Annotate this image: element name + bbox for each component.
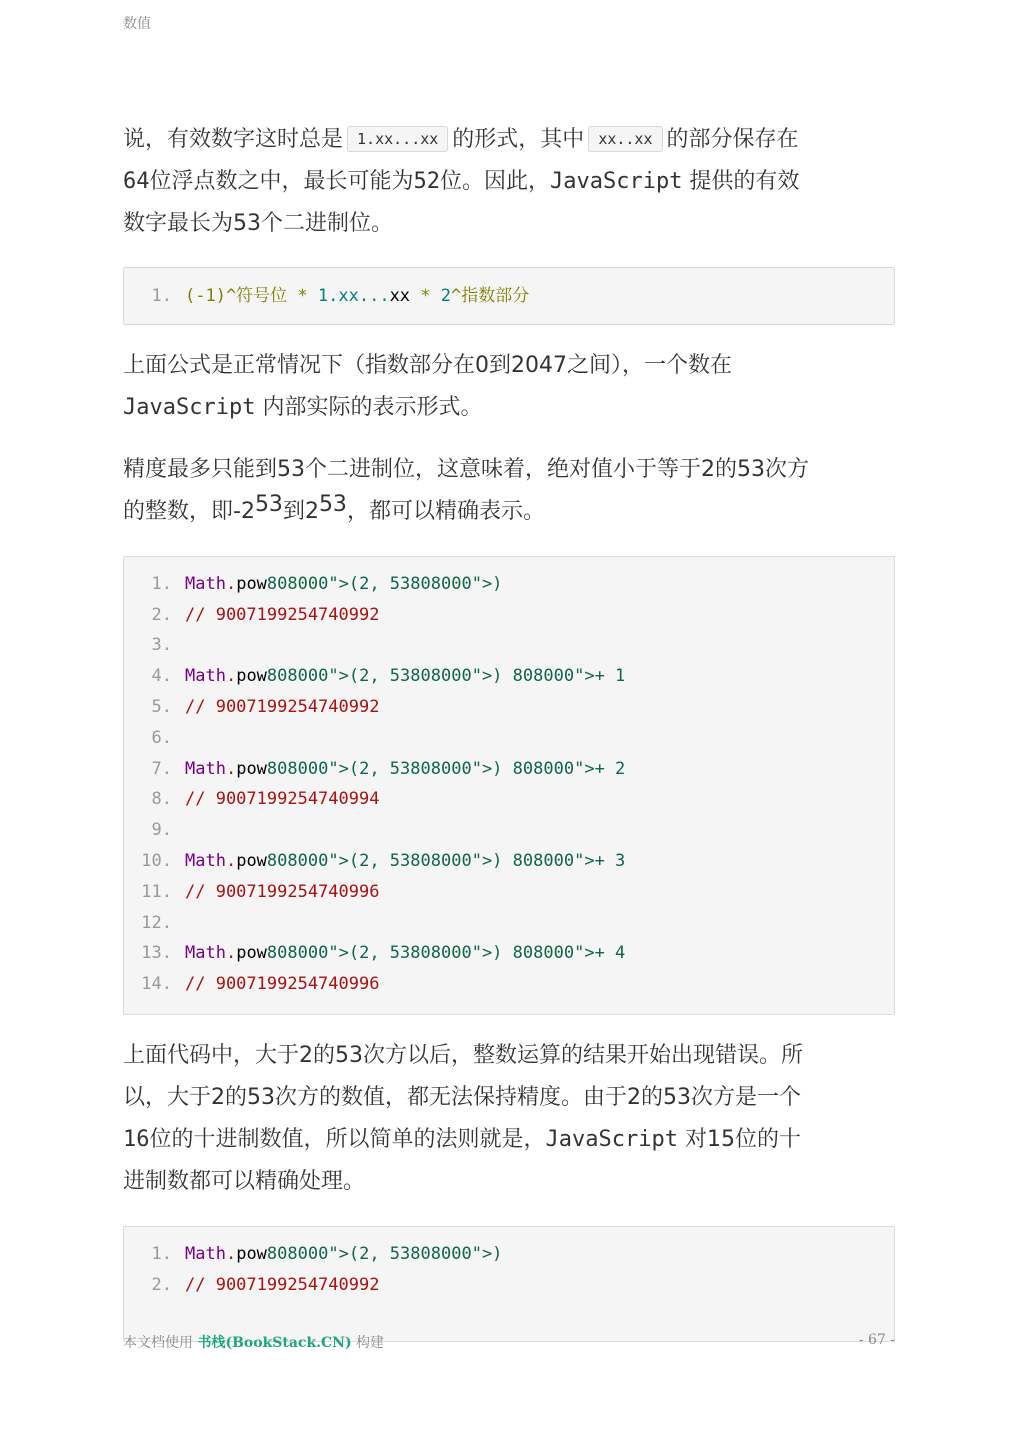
code-function: pow	[236, 1243, 267, 1264]
line-number: 10.	[141, 850, 172, 871]
line-number: 3.	[151, 635, 172, 656]
code-object: Math	[185, 666, 226, 687]
text: 提供的有效	[682, 169, 800, 194]
code-comment: // 9007199254740992	[185, 696, 380, 717]
footer-text: 构建	[351, 1335, 385, 1351]
code-comment: // 9007199254740992	[185, 604, 380, 625]
text: JavaScript	[123, 394, 256, 420]
code-operator: 808000">+ 3	[512, 850, 626, 871]
text: 说，有效数字这时总是	[123, 127, 344, 152]
text: 上面公式是正常情况下（指数部分在0到2047之间），一个数在	[123, 352, 732, 378]
code-operator: 808000">+ 1	[512, 666, 626, 687]
code-dot: .	[225, 1243, 237, 1264]
code-line	[124, 784, 894, 815]
line-number: 7.	[151, 758, 172, 779]
code-line	[124, 661, 894, 692]
footer-text: 本文档使用	[123, 1335, 198, 1351]
text: 数字最长为53个二进制位。	[123, 211, 393, 236]
text: 的部分保存在	[666, 127, 799, 152]
code-token: 2	[440, 286, 452, 306]
code-line	[124, 815, 894, 846]
code-line	[124, 630, 894, 661]
code-line	[124, 692, 894, 723]
code-dot: .	[225, 943, 237, 964]
footer-brand-link[interactable]: 书栈(BookStack.CN)	[197, 1335, 352, 1351]
code-line	[124, 877, 894, 908]
code-args: 808000">(2, 53808000">)	[266, 666, 503, 687]
code-function: pow	[236, 666, 267, 687]
code-dot: .	[225, 758, 237, 779]
text: 的形式，其中	[452, 127, 585, 152]
code-line	[124, 846, 894, 877]
line-number: 12.	[141, 912, 172, 933]
paragraph-precision	[123, 449, 895, 533]
text: 内部实际的表示形式。	[255, 394, 483, 420]
code-object: Math	[185, 943, 226, 964]
code-token: (-1)^符号位	[185, 286, 298, 306]
code-args: 808000">(2, 53808000">)	[266, 943, 503, 964]
code-dot: .	[225, 573, 237, 594]
code-args: 808000">(2, 53808000">)	[266, 1243, 503, 1264]
code-comment: // 9007199254740992	[185, 1274, 380, 1295]
inline-code: xx..xx	[588, 126, 662, 152]
text: JavaScript	[549, 169, 683, 194]
text: 精度最多只能到53个二进制位，这意味着，绝对值小于等于2的53次方	[123, 456, 809, 482]
inline-code: 1.xx...xx	[347, 126, 448, 152]
code-function: pow	[236, 943, 267, 964]
code-line	[124, 723, 894, 754]
page-number: - 67 -	[858, 1332, 895, 1348]
line-number: 2.	[151, 1274, 172, 1295]
line-number: 1.	[151, 1243, 172, 1264]
code-line	[124, 938, 894, 969]
code-block-pow-examples	[123, 556, 895, 1015]
line-number: 14.	[141, 974, 172, 995]
text: 16位的十进制数值，所以简单的法则就是，	[123, 1126, 546, 1152]
code-line	[124, 600, 894, 631]
code-args: 808000">(2, 53808000">)	[266, 758, 503, 779]
code-block-formula	[123, 267, 895, 325]
code-object: Math	[185, 573, 226, 594]
code-block-pow-short	[123, 1226, 895, 1342]
line-number: 11.	[141, 881, 172, 902]
code-operator: 808000">+ 2	[512, 758, 626, 779]
line-number: 1.	[151, 573, 172, 594]
superscript: 53	[318, 491, 347, 517]
code-object: Math	[185, 758, 226, 779]
text: 以，大于2的53次方的数值，都无法保持精度。由于2的53次方是一个	[123, 1084, 801, 1110]
code-line	[124, 754, 894, 785]
code-args: 808000">(2, 53808000">)	[266, 573, 503, 594]
code-dot: .	[225, 850, 237, 871]
code-comment: // 9007199254740996	[185, 974, 380, 995]
code-operator: 808000">+ 4	[512, 943, 626, 964]
code-token: *	[297, 286, 318, 306]
footer-credit	[123, 1332, 384, 1352]
code-line	[124, 1239, 894, 1270]
line-number: 9.	[151, 820, 172, 841]
code-dot: .	[225, 666, 237, 687]
code-token: xx	[389, 286, 421, 306]
code-line	[124, 281, 894, 312]
running-header: 数值	[123, 16, 151, 32]
code-line	[124, 1270, 894, 1301]
code-comment: // 9007199254740994	[185, 789, 380, 810]
text: 的整数，即-2	[123, 498, 255, 524]
code-object: Math	[185, 1243, 226, 1264]
code-token: ^指数部分	[451, 286, 530, 306]
code-comment: // 9007199254740996	[185, 881, 380, 902]
line-number: 6.	[151, 727, 172, 748]
line-number: 13.	[141, 943, 172, 964]
code-line	[124, 569, 894, 600]
text: 64位浮点数之中，最长可能为52位。因此，	[123, 169, 550, 194]
line-number: 8.	[151, 789, 172, 810]
line-number: 4.	[151, 666, 172, 687]
line-number: 2.	[151, 604, 172, 625]
page-content	[123, 118, 895, 1342]
paragraph-formula-explain	[123, 345, 895, 429]
superscript: 53	[254, 491, 283, 517]
paragraph-pow-explain	[123, 1035, 895, 1203]
text: 上面代码中，大于2的53次方以后，整数运算的结果开始出现错误。所	[123, 1042, 803, 1068]
code-function: pow	[236, 573, 267, 594]
code-token: *	[420, 286, 441, 306]
code-object: Math	[185, 850, 226, 871]
text: ，都可以精确表示。	[346, 498, 545, 524]
text: JavaScript	[545, 1126, 678, 1152]
text: 进制数都可以精确处理。	[123, 1168, 366, 1194]
code-function: pow	[236, 758, 267, 779]
code-line	[124, 969, 894, 1000]
line-number: 1.	[151, 286, 172, 306]
code-args: 808000">(2, 53808000">)	[266, 850, 503, 871]
text: 到2	[282, 498, 319, 524]
paragraph-significand	[123, 118, 895, 245]
line-number: 5.	[151, 696, 172, 717]
code-function: pow	[236, 850, 267, 871]
text: 对15位的十	[677, 1126, 801, 1152]
code-token: 1.xx...	[317, 286, 390, 306]
code-line	[124, 908, 894, 939]
